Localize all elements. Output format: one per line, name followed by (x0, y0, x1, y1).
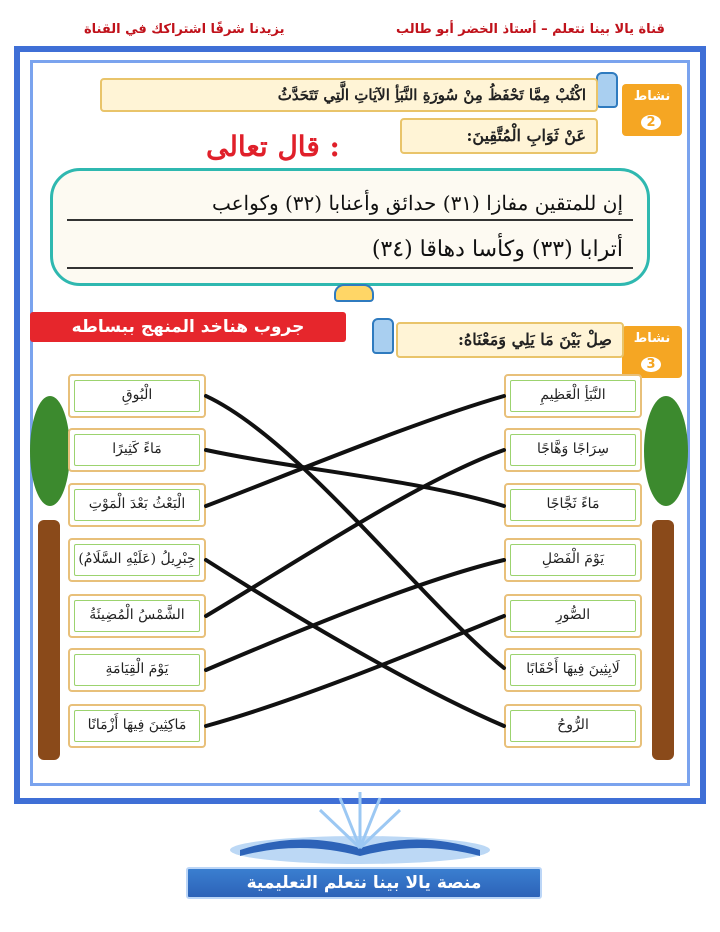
group-banner: جروب هناخد المنهج ببساطه (30, 312, 346, 342)
left-card-label: الْبَعْثُ بَعْدَ الْمَوْتِ (88, 496, 186, 512)
activity2-instruction-box-2 (400, 118, 598, 154)
answer-text-line2: أترابا (٣٣) وكأسا دهاقا (٣٤) (371, 237, 623, 262)
left-card-4[interactable] (68, 538, 206, 582)
lantern-icon (372, 318, 394, 354)
lantern-icon (596, 72, 618, 108)
right-card-6[interactable] (504, 648, 642, 692)
channel-credit: قناة يالا بينا نتعلم – أستاذ الخضر أبو طالب (396, 22, 665, 37)
left-card-1[interactable] (68, 374, 206, 418)
activity3-instruction-box (396, 322, 624, 358)
right-card-4[interactable] (504, 538, 642, 582)
left-card-label: جِبْرِيلُ (عَلَيْهِ السَّلَامُ) (78, 551, 196, 567)
left-card-2[interactable] (68, 428, 206, 472)
right-card-2[interactable] (504, 428, 642, 472)
left-card-label: مَاءً كَثِيرًا (112, 441, 162, 457)
right-card-7[interactable] (504, 704, 642, 748)
right-card-1[interactable] (504, 374, 642, 418)
tree-foliage-right (644, 396, 688, 506)
tree-foliage-left (30, 396, 70, 506)
right-card-5[interactable] (504, 594, 642, 638)
right-card-label: سِرَاجًا وَهَّاجًا (536, 441, 610, 457)
activity2-instruction-line2: عَنْ ثَوَابِ الْمُتَّقِينَ: (466, 126, 586, 145)
tree-trunk-left (38, 520, 60, 760)
left-card-label: يَوْمَ الْقِيَامَةِ (105, 661, 169, 677)
activity3-instruction: صِلْ بَيْنَ مَا يَلِي وَمَعْنَاهُ: (458, 330, 612, 349)
right-card-label: النَّبَأِ الْعَظِيمِ (540, 387, 606, 403)
left-card-6[interactable] (68, 648, 206, 692)
activity2-tag-label: نشاط (633, 89, 671, 104)
activity2-instruction-line1: اكْتُبْ مِمَّا تَحْفَظُ مِنْ سُورَةِ النَّبَأِ الآيَاتِ الَّتِي تَتَحَدَّثُ (277, 86, 586, 104)
right-card-label: مَاءً ثَجَّاجًا (546, 496, 600, 512)
activity2-number: 2 (641, 115, 660, 130)
right-card-label: لَابِثِينَ فِيهَا أَحْقَابًا (526, 661, 620, 677)
top-header (0, 0, 720, 52)
answer-rule-2 (67, 267, 633, 269)
activity3-tag (622, 326, 682, 378)
tree-trunk-right (652, 520, 674, 760)
right-card-label: الصُّورِ (555, 607, 591, 623)
quran-title: قال تعالى : (206, 130, 340, 163)
left-card-label: مَاكِثِينَ فِيهَا أَزْمَانًا (87, 717, 187, 733)
left-card-5[interactable] (68, 594, 206, 638)
answer-box (50, 168, 650, 286)
open-book-icon (220, 790, 500, 870)
left-card-label: الْبُوقِ (121, 387, 153, 403)
left-card-label: الشَّمْسُ الْمُضِيئَةُ (89, 607, 185, 623)
activity3-tag-label: نشاط (633, 331, 671, 346)
left-card-7[interactable] (68, 704, 206, 748)
activity3-number: 3 (641, 357, 660, 372)
answer-rule-1 (67, 219, 633, 221)
right-card-3[interactable] (504, 483, 642, 527)
right-card-label: يَوْمَ الْفَصْلِ (541, 551, 605, 567)
book-ornament-icon (334, 284, 374, 302)
answer-text-line1: إن للمتقين مفازا (٣١) حدائق وأعنابا (٣٢) وكواعب (211, 191, 623, 215)
left-card-3[interactable] (68, 483, 206, 527)
subscribe-note: يزيدنا شرفًا اشتراكك في القناة (84, 22, 285, 37)
right-card-label: الرُّوحُ (557, 717, 589, 733)
activity2-tag (622, 84, 682, 136)
footer-platform-name: منصة يالا بينا نتعلم التعليمية (186, 867, 542, 899)
activity2-instruction-box (100, 78, 598, 112)
